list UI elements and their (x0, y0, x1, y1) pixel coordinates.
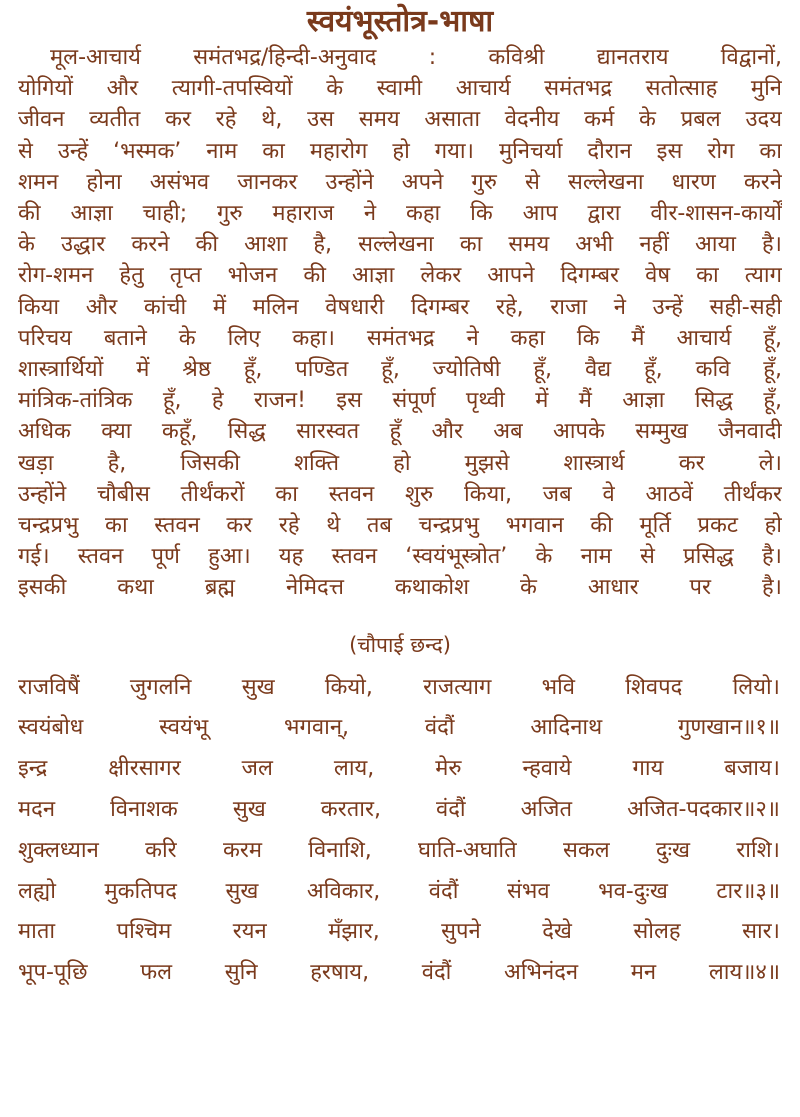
verse-line: लह्यो मुकतिपद सुख अविकार, वंदौं संभव भव-दुःख टार॥३॥ (18, 878, 780, 904)
intro-line: अधिक क्या कहूँ, सिद्ध सारस्वत हूँ और अब आपके सम्मुख जैनवादी (18, 419, 782, 445)
verse-line: राजविषैं जुगलनि सुख कियो, राजत्याग भवि शिवपद लियो। (18, 674, 780, 700)
intro-line: के उद्धार करने की आशा है, सल्लेखना का समय अभी नहीं आया है। (18, 232, 782, 258)
intro-line: से उन्हें ‘भस्मक’ नाम का महारोग हो गया। मुनिचर्या दौरान इस रोग का (18, 138, 782, 164)
verse-line: माता पश्चिम रयन मँझार, सुपने देखे सोलह सार। (18, 919, 780, 945)
intro-line: गई। स्तवन पूर्ण हुआ। यह स्तवन ‘स्वयंभूस्त्रोत’ के नाम से प्रसिद्ध है। (18, 544, 782, 570)
intro-line: जीवन व्यतीत कर रहे थे, उस समय असाता वेदनीय कर्म के प्रबल उदय (18, 107, 782, 133)
verse-block (18, 668, 782, 994)
intro-paragraph (18, 42, 782, 604)
intro-line: उन्होंने चौबीस तीर्थंकरों का स्तवन शुरु किया, जब वे आठवें तीर्थंकर (18, 481, 782, 507)
intro-line: की आज्ञा चाही; गुरु महाराज ने कहा कि आप द्वारा वीर-शासन-कार्यों (18, 201, 782, 227)
verse-line: शुक्लध्यान करि करम विनाशि, घाति-अघाति सकल दुःख राशि। (18, 837, 780, 863)
intro-line: शास्त्रार्थियों में श्रेष्ठ हूँ, पण्डित हूँ, ज्योतिषी हूँ, वैद्य हूँ, कवि हूँ, (18, 357, 782, 383)
intro-line: योगियों और त्यागी-तपस्वियों के स्वामी आचार्य समंतभद्र सतोत्साह मुनि (18, 76, 782, 102)
document-title: स्वयंभूस्तोत्र-भाषा (306, 4, 494, 39)
verse-line: भूप-पूछि फल सुनि हरषाय, वंदौं अभिनंदन मन लाय॥४॥ (18, 960, 780, 986)
intro-line: चन्द्रप्रभु का स्तवन कर रहे थे तब चन्द्रप्रभु भगवान की मूर्ति प्रकट हो (18, 513, 782, 539)
intro-line: इसकी कथा ब्रह्म नेमिदत्त कथाकोश के आधार पर है। (18, 575, 782, 601)
intro-line: मूल-आचार्य समंतभद्र/हिन्दी-अनुवाद : कविश्री द्यानतराय विद्वानों, (50, 45, 782, 70)
chhand-label: (चौपाई छन्द) (349, 632, 451, 657)
intro-line: मांत्रिक-तांत्रिक हूँ, हे राजन! इस संपूर्ण पृथ्वी में मैं आज्ञा सिद्ध हूँ, (18, 388, 782, 414)
intro-line: शमन होना असंभव जानकर उन्होंने अपने गुरु से सल्लेखना धारण करने (18, 169, 782, 195)
verse-line: इन्द्र क्षीरसागर जल लाय, मेरु न्हवाये गाय बजाय। (18, 756, 780, 782)
intro-line: किया और कांची में मलिन वेषधारी दिगम्बर रहे, राजा ने उन्हें सही-सही (18, 294, 782, 320)
intro-line: खड़ा है, जिसकी शक्ति हो मुझसे शास्त्रार्थ कर ले। (18, 450, 782, 476)
verse-line: मदन विनाशक सुख करतार, वंदौं अजित अजित-पदकार॥२॥ (18, 797, 780, 823)
intro-line: रोग-शमन हेतु तृप्त भोजन की आज्ञा लेकर आपने दिगम्बर वेष का त्याग (18, 263, 782, 289)
verse-line: स्वयंबोध स्वयंभू भगवान्, वंदौं आदिनाथ गुणखान॥१॥ (18, 715, 780, 741)
intro-line: परिचय बताने के लिए कहा। समंतभद्र ने कहा कि मैं आचार्य हूँ, (18, 325, 782, 351)
